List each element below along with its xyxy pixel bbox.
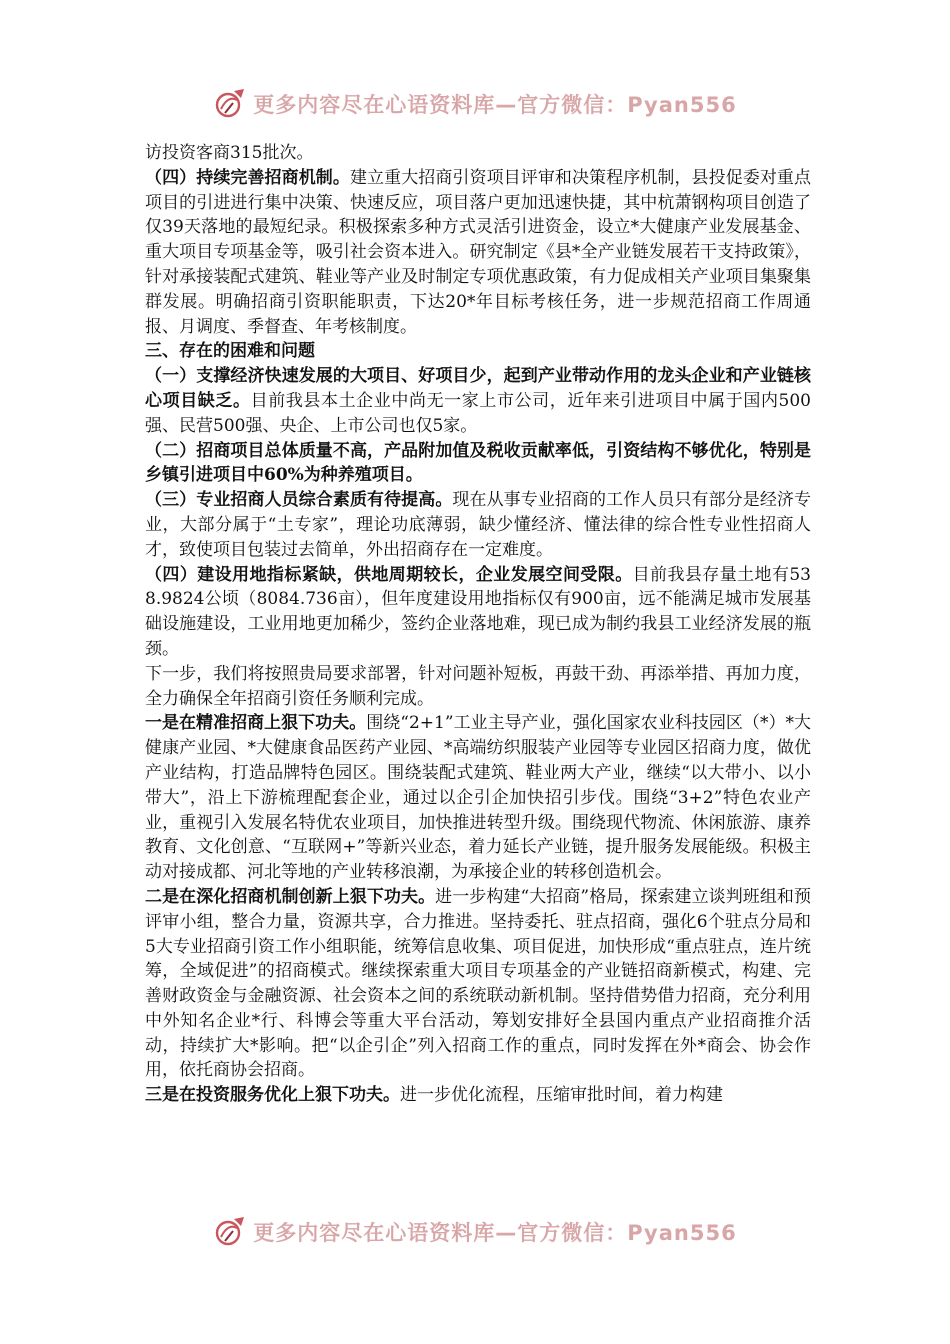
pen-swirl-logo-icon: [213, 1215, 247, 1249]
paragraph: （二）招商项目总体质量不高，产品附加值及税收贡献率低，引资结构不够优化，特别是乡镇引进项目中60%为种养殖项目。: [145, 440, 811, 486]
watermark-text: 更多内容尽在心语资料库—官方微信：Pyan556: [253, 1221, 737, 1245]
paragraph: （三）专业招商人员综合素质有待提高。现在从事专业招商的工作人员只有部分是经济专业，大部分属于“土专家”，理论功底薄弱，缺少懂经济、懂法律的综合性专业性招商人才，致使项目包装过去简单，外出招商存在一定难度。: [145, 490, 812, 560]
pen-swirl-logo-icon: [213, 87, 247, 121]
footer-watermark: [0, 1212, 950, 1252]
paragraph: 二是在深化招商机制创新上狠下功夫。进一步构建“大招商”格局，探索建立谈判班组和预评审小组，整合力量，资源共享，合力推进。坚持委托、驻点招商，强化6个驻点分局和5大专业招商引资工作小组职能，统筹信息收集、项目促进，加快形成“重点驻点，连片统筹，全域促进”的招商模式。继续探索重大项目专项基金的产业链招商新模式，构建、完善财政资金与金融资源、社会资本之间的系统联动新机制。坚持借势借力招商，充分利用中外知名企业*行、科博会等重大平台活动，筹划安排好全县国内重点产业招商推介活动，持续扩大*影响。把“以企引企”列入招商工作的重点，同时发挥在外*商会、协会作用，依托商协会招商。: [145, 886, 811, 1081]
paragraph: （四）持续完善招商机制。建立重大招商引资项目评审和决策程序机制，县投促委对重点项目的引进进行集中决策、快速反应，项目落户更加迅速快捷，其中杭萧钢构项目创造了仅39天落地的最短纪录。积极探索多种方式灵活引进资金，设立*大健康产业发展基金、重大项目专项基金等，吸引社会资本进入。研究制定《县*全产业链发展若干支持政策》，针对承接装配式建筑、鞋业等产业及时制定专项优惠政策，有力促成相关产业项目集聚集群发展。明确招商引资职能职责，下达20*年目标考核任务，进一步规范招商工作周通报、月调度、季督查、年考核制度。: [145, 167, 812, 337]
paragraph: （一）支撑经济快速发展的大项目、好项目少，起到产业带动作用的龙头企业和产业链核心项目缺乏。目前我县本土企业中尚无一家上市公司，近年来引进项目中属于国内500强、民营500强、央企、上市公司也仅5家。: [145, 366, 811, 436]
watermark-text: 更多内容尽在心语资料库—官方微信：Pyan556: [253, 93, 737, 117]
paragraph: 访投资客商315批次。: [145, 143, 314, 163]
document-body: [145, 141, 811, 1108]
paragraph: 下一步，我们将按照贵局要求部署，针对问题补短板，再鼓干劲、再添举措、再加力度，全力确保全年招商引资任务顺利完成。: [145, 663, 811, 709]
paragraph: 三是在投资服务优化上狠下功夫。进一步优化流程，压缩审批时间，着力构建: [145, 1085, 723, 1106]
paragraph: 一是在精准招商上狠下功夫。围绕“2+1”工业主导产业，强化国家农业科技园区（*）*大健康产业园、*大健康食品医药产业园、*高端纺织服装产业园等专业园区招商力度，做优产业结构，打造品牌特色园区。围绕装配式建筑、鞋业两大产业，继续“以大带小、以小带大”，沿上下游梳理配套企业，通过以企引企加快招引步伐。围绕“3+2”特色农业产业，重视引入发展名特优农业项目，加快推进转型升级。围绕现代物流、休闲旅游、康养教育、文化创意、“互联网+”等新兴业态，着力延长产业链，提升服务发展能级。积极主动对接成都、河北等地的产业转移浪潮，为承接企业的转移创造机会。: [145, 713, 811, 883]
header-watermark: [0, 84, 950, 124]
section-heading: 三、存在的困难和问题: [145, 341, 315, 362]
paragraph: （四）建设用地指标紧缺，供地周期较长，企业发展空间受限。目前我县存量土地有538.9824公顷（8084.736亩），但年度建设用地指标仅有900亩，远不能满足城市发展基础设施建设，工业用地更加稀少，签约企业落地难，现已成为制约我县工业经济发展的瓶颈。: [145, 564, 811, 659]
